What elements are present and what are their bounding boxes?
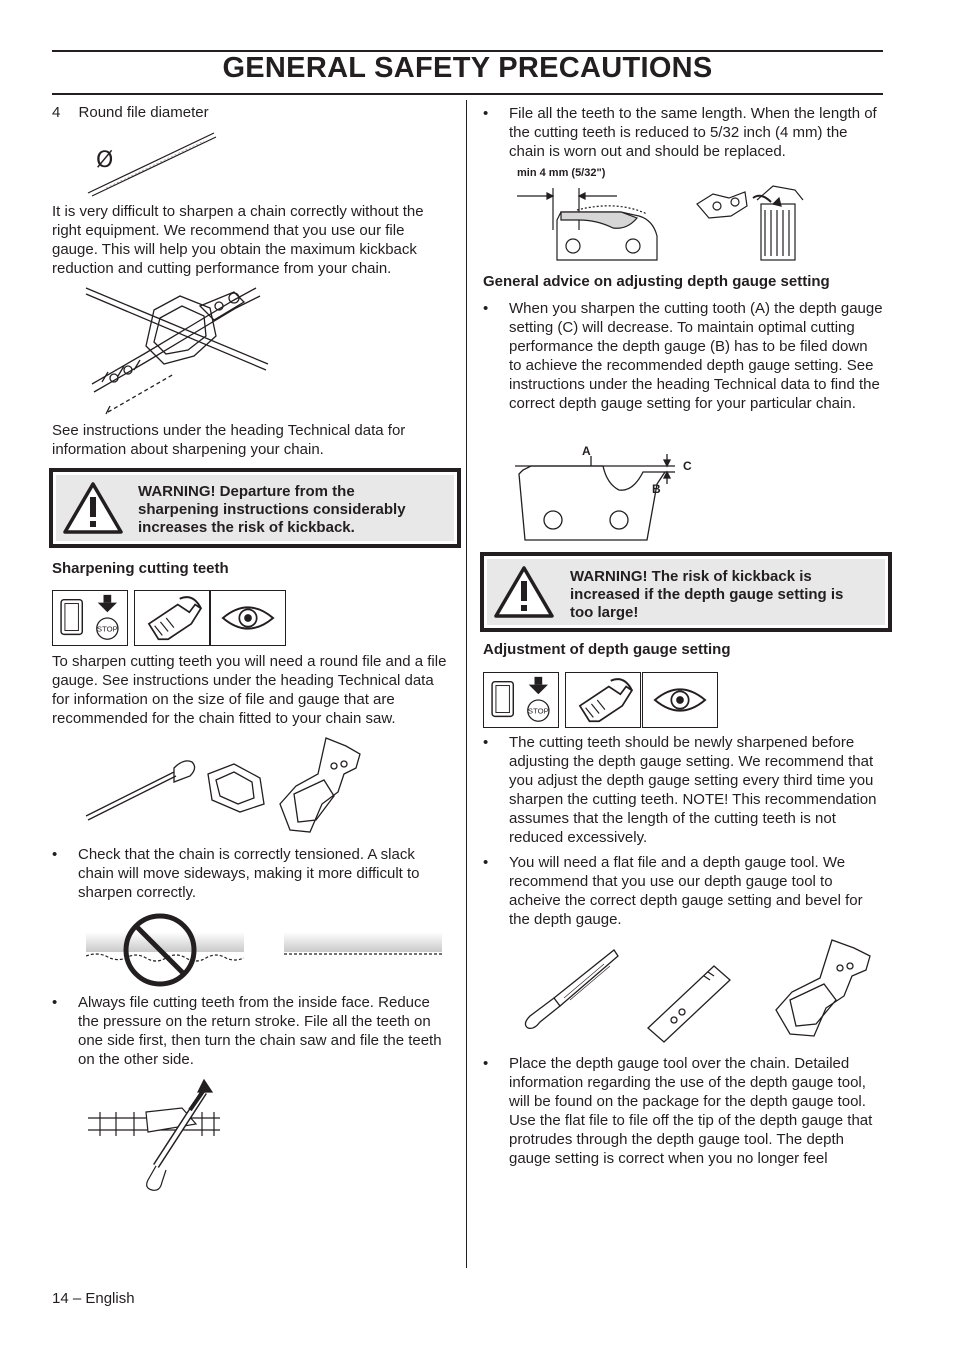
bullet-marker: • — [483, 300, 489, 317]
bullet-chain-tension — [52, 845, 452, 905]
item-label: Round file diameter — [78, 104, 209, 121]
depth-gauge-diagram — [515, 444, 715, 544]
header-bottom-rule — [52, 93, 883, 95]
glove-icon-box — [134, 590, 210, 646]
stop-engine-icon-box-2 — [483, 672, 559, 728]
label-b: B — [652, 482, 661, 496]
round-file-illustration — [86, 130, 218, 198]
filing-direction-illustration — [86, 1076, 226, 1200]
file-and-gauges-illustration — [84, 734, 374, 842]
column-divider — [466, 100, 467, 1268]
chain-tension-illustration — [86, 910, 446, 990]
bullet-newly-sharpened — [483, 733, 883, 849]
bullet-text: Check that the chain is correctly tensioned. A slack chain will move sideways, making it more difficult to sharpen correctly. — [78, 846, 420, 901]
bullet-marker: • — [483, 854, 489, 871]
eye-icon-box — [210, 590, 286, 646]
bullet-place-tool — [483, 1054, 883, 1170]
bullet-text: When you sharpen the cutting tooth (A) the depth gauge setting (C) will decrease. To maintain optimal cutting performance the depth gauge (B) has to be filed down to achieve the recommended depth gauge setting. See instructions under the heading Technical data to find the correct depth gauge setting for your particular chain. — [509, 300, 883, 412]
bullet-text: Always file cutting teeth from the inside face. Reduce the pressure on the return stroke. File all the teeth on one side first, then turn the chain saw and file the teeth on the other side. — [78, 994, 442, 1068]
bullet-flat-file — [483, 853, 883, 933]
eye-icon-box-2 — [642, 672, 718, 728]
glove-icon-box-2 — [565, 672, 641, 728]
stop-engine-icon-box — [52, 590, 128, 646]
heading-adjustment: Adjustment of depth gauge setting — [483, 641, 731, 658]
warning-box-sharpening — [49, 468, 461, 548]
bullet-file-inside-face — [52, 993, 452, 1073]
paragraph-file-gauge: It is very difficult to sharpen a chain correctly without the right equipment. We recommend that you use our file gauge. This will help you obtain the maximum kickback reduction and cutting performance from your chain. — [52, 203, 424, 277]
eye-protection-icon — [643, 673, 717, 727]
eye-protection-icon — [211, 591, 285, 645]
stop-engine-icon — [484, 673, 558, 727]
file-gauge-on-chain-illustration — [84, 284, 272, 416]
warning-triangle-icon — [493, 565, 555, 619]
bullet-sharpen-tooth-a — [483, 299, 883, 433]
label-a: A — [582, 444, 591, 458]
bullet-text: The cutting teeth should be newly sharpened before adjusting the depth gauge setting. We recommend that you adjust the depth gauge setting every third time you sharpen the cutting teeth. NOTE! This recommendation assumes that the length of the cutting teeth is not reduced excessively. — [509, 734, 877, 846]
stop-engine-icon — [53, 591, 127, 645]
min-length-label: min 4 mm (5/32") — [517, 167, 606, 179]
heading-sharpening-teeth: Sharpening cutting teeth — [52, 560, 229, 577]
item-number: 4 — [52, 104, 61, 121]
warning-triangle-icon — [62, 481, 124, 535]
warning-text: WARNING! Departure from the sharpening instructions considerably increases the risk of kickback. — [138, 483, 406, 536]
diameter-symbol: Ø — [96, 148, 114, 173]
page-footer: 14 – English — [52, 1290, 135, 1307]
paragraph-round-file: To sharpen cutting teeth you will need a round file and a file gauge. See instructions under the heading Technical data for information on the size of file and gauge that are recommended for the chain fitted to your chain saw. — [52, 653, 447, 727]
label-c: C — [683, 459, 692, 473]
bullet-text: File all the teeth to the same length. When the length of the cutting teeth is reduced to 5/32 inch (4 mm) the chain is worn out and should be replaced. — [509, 105, 877, 160]
bullet-marker: • — [483, 1055, 489, 1072]
bullet-marker: • — [483, 734, 489, 751]
heading-general-advice: General advice on adjusting depth gauge setting — [483, 273, 830, 290]
bullet-text: You will need a flat file and a depth gauge tool. We recommend that you use our depth gauge tool to acheive the correct depth gauge setting and bevel for the depth gauge. — [509, 854, 863, 928]
bullet-same-length — [483, 104, 883, 164]
protective-glove-icon — [566, 673, 640, 727]
warning-text: WARNING! The risk of kickback is increased if the depth gauge setting is too large! — [570, 568, 844, 621]
item-4 — [52, 103, 209, 122]
bullet-marker: • — [52, 846, 58, 863]
page-title: GENERAL SAFETY PRECAUTIONS — [222, 52, 713, 84]
bullet-marker: • — [483, 105, 489, 122]
bullet-marker: • — [52, 994, 58, 1011]
depth-gauge-tools-illustration — [514, 936, 886, 1044]
protective-glove-icon — [135, 591, 209, 645]
worn-tooth-illustration — [517, 180, 807, 270]
paragraph-technical-data: See instructions under the heading Technical data for information about sharpening your chain. — [52, 422, 406, 458]
bullet-text: Place the depth gauge tool over the chain. Detailed information regarding the use of the depth gauge tool, will be found on the package for the depth gauge tool. Use the flat file to file off the tip of the depth gauge that protrudes through the depth gauge tool. The depth gauge setting is correct when you no longer feel — [509, 1055, 873, 1167]
stop-text: STOP — [527, 706, 549, 716]
warning-box-depth-gauge — [480, 552, 892, 632]
stop-text: STOP — [96, 624, 118, 634]
